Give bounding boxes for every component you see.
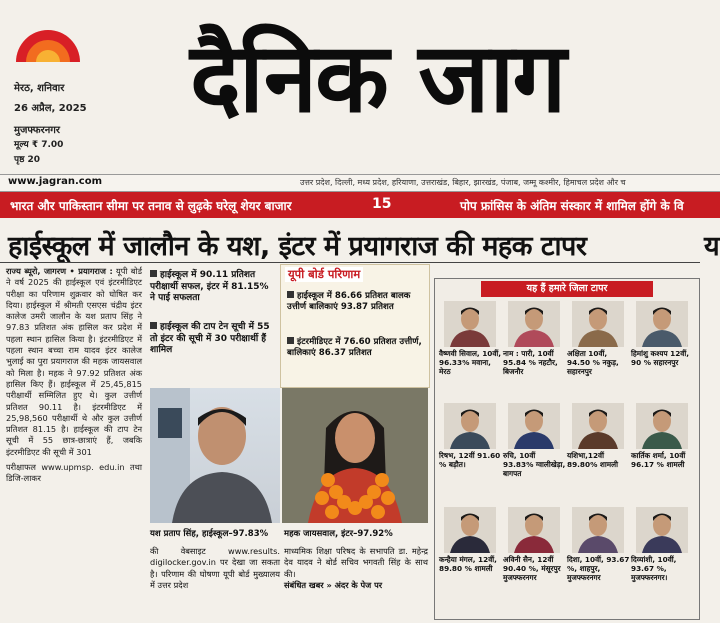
- up-result-item-2-text: इंटरमीडिएट में 76.60 प्रतिशत उत्तीर्ण, बालिकाएं 86.37 प्रतिशत: [287, 337, 422, 358]
- topper-card: [631, 507, 693, 585]
- topper-caption: रुचि, 10वीं 93.83% ग्वालीखेड़ा, बागपत: [503, 451, 566, 478]
- story-dateline: राज्य ब्यूरो, जागरण • प्रयागराज :: [6, 266, 113, 276]
- topper-caption: अविनी सैन, 12वीं 90.40 %, मंसूरपुर मुजफ्फरनगर: [503, 555, 561, 582]
- photo-mahak-jaiswal: [282, 388, 428, 523]
- highlight-1-text: हाईस्कूल में 90.11 प्रतिशत परीक्षार्थी सफल, इंटर में 81.15% ने पाई सफलता: [150, 270, 269, 303]
- topper-portrait-icon: [636, 507, 688, 553]
- story-continuation-1: की वेबसाइट www.results. digilocker.gov.in पर देखा जा सकता है। परिणाम की घोषणा यूपी बोर्ड मुख्यालय में उत्तर प्रदेश: [150, 546, 280, 590]
- topper-portrait-icon: [508, 507, 560, 553]
- topper-card: [503, 301, 565, 379]
- square-bullet-icon: [287, 337, 294, 344]
- highlight-2-text: हाईस्कूल की टाप टेन सूची में 55 तो इंटर की सूची में 30 परीक्षार्थी हैं शामिल: [150, 322, 270, 355]
- portrait-girl-garland-icon: [282, 388, 428, 523]
- topper-photo: [444, 301, 496, 347]
- topper-caption: रिषभ, 12वीं 91.60 % बड़ौत।: [439, 451, 501, 469]
- caption-mahak: महक जायसवाल, इंटर–97.92%: [284, 529, 393, 539]
- story-body-tail: परीक्षाफल www.upmsp. edu.in तथा डिजि-लाकर: [6, 462, 142, 484]
- story-body-column: [6, 266, 142, 485]
- jagran-sun-logo: [12, 28, 84, 68]
- square-bullet-icon: [287, 291, 294, 298]
- masthead-pages: पृष्ठ 20: [14, 155, 41, 165]
- highlight-1: [150, 270, 270, 305]
- topper-photo: [508, 403, 560, 449]
- ticker-headline-1: भारत और पाकिस्तान सीमा पर तनाव से लुढ़के घरेलू शेयर बाजार: [10, 199, 292, 213]
- topper-photo: [636, 301, 688, 347]
- site-url[interactable]: www.jagran.com: [8, 176, 103, 187]
- masthead-edition: मुजफ्फरनगर: [14, 125, 60, 136]
- site-states: उत्तर प्रदेश, दिल्ली, मध्य प्रदेश, हरियाणा, उत्तराखंड, बिहार, झारखंड, पंजाब, जम्मू कश्मीर, हिमाचल प्रदेश और च: [300, 178, 626, 187]
- red-news-ticker: [0, 192, 720, 218]
- topper-portrait-icon: [572, 301, 624, 347]
- story-continuation-2: [284, 546, 428, 591]
- ticker-headline-2: पोप फ्रांसिस के अंतिम संस्कार में शामिल होंगे के वि: [460, 199, 684, 213]
- square-bullet-icon: [150, 322, 157, 329]
- topper-card: [567, 301, 629, 379]
- topper-portrait-icon: [508, 403, 560, 449]
- topper-card: [439, 507, 501, 585]
- topper-card: [439, 403, 501, 481]
- topper-photo: [508, 507, 560, 553]
- masthead-price: मूल्य ₹ 7.00: [14, 140, 64, 150]
- topper-caption: दिव्यांशी, 10वीं, 93.67 %, मुजफ्फरनगर।: [631, 555, 677, 582]
- district-toppers-panel: [434, 278, 700, 620]
- topper-card: [631, 403, 693, 481]
- topper-portrait-icon: [444, 301, 496, 347]
- ticker-page-number: 15: [372, 196, 392, 212]
- site-bar: [0, 174, 720, 192]
- portrait-boy-icon: [150, 388, 280, 523]
- topper-card: [503, 403, 565, 481]
- topper-caption: यशिभा,12वीं 89.80% शामली: [567, 451, 618, 469]
- topper-portrait-icon: [572, 403, 624, 449]
- story-body: यूपी बोर्ड ने वर्ष 2025 की हाईस्कूल एवं इंटरमीडिएट परीक्षा का परिणाम शुक्रवार को घोषित कर दिया। हाईस्कूल में श्रीमती एसएस चंद्रीय इंटर कालेज उमरी जालौन के यश प्रताप सिंह ने 97.83 प्रतिशत अंक हासिल कर प्रदेश में पहला स्थान हासिल किया है। इंटरमीडिएट में पहला स्थान बच्चा राम यादव इंटर कालेज भुलाई का पुरा प्रयागराज की महक जायसवाल को मिला है। महक ने 97.92 प्रतिशत अंक हासिल किए हैं। हाईस्कूल में 25,45,815 परीक्षार्थी सम्मिलित हुए थे। कुल उत्तीर्ण प्रतिशत 90.11 है। इंटरमीडिएट में 25,98,560 परीक्षार्थी थे और कुल उत्तीर्ण प्रतिशत 81.15 है। हाईस्कूल की टाप टेन सूची में 55 छात्र-छात्राएं हैं, जबकि इंटरमीडिएट की सूची में 301: [6, 266, 142, 457]
- topper-portrait-icon: [444, 507, 496, 553]
- headline-divider: [0, 262, 700, 263]
- story-continuation-2-text: माध्यमिक शिक्षा परिषद के सभापति डा. महेन्द्र देव यादव ने बोर्ड सचिव भगवती सिंह के साथ की।: [284, 546, 428, 579]
- up-result-item-1: [287, 291, 425, 313]
- topper-portrait-icon: [572, 507, 624, 553]
- topper-photo: [636, 403, 688, 449]
- masthead-date: 26 अप्रैल, 2025: [14, 103, 87, 114]
- square-bullet-icon: [150, 270, 157, 277]
- toppers-title: यह हैं हमारे जिला टापर: [481, 281, 653, 297]
- up-board-result-box: [280, 264, 430, 388]
- photo-yash-pratap-singh: [150, 388, 280, 523]
- topper-card: [567, 507, 629, 585]
- topper-card: [439, 301, 501, 379]
- masthead-title-clip: [180, 10, 720, 162]
- topper-portrait-icon: [636, 403, 688, 449]
- topper-caption: नाम : पारी, 10वीं 95.84 % नहटौर, बिजनौर: [503, 349, 558, 376]
- caption-yash: यश प्रताप सिंह, हाईस्कूल–97.83%: [150, 529, 269, 539]
- up-board-result-title: यूपी बोर्ड परिणाम: [285, 267, 363, 282]
- masthead-city-day: मेरठ, शनिवार: [14, 83, 65, 94]
- topper-photo: [572, 403, 624, 449]
- topper-card: [567, 403, 629, 481]
- topper-caption: कन्हैया मंगल, 12वीं, 89.80 % शामली: [439, 555, 497, 573]
- up-result-item-2: [287, 337, 425, 359]
- next-headline-fragment: य: [704, 231, 720, 262]
- topper-photo: [444, 403, 496, 449]
- main-headline: हाईस्कूल में जालौन के यश, इंटर में प्रयागराज की महक टापर: [8, 231, 587, 262]
- masthead-title: दैनिक जाग: [190, 22, 565, 134]
- topper-photo: [636, 507, 688, 553]
- topper-card: [631, 301, 693, 379]
- topper-caption: हिमांशु कश्यप 12वीं, 90 % सहारनपुर: [631, 349, 690, 367]
- topper-photo: [508, 301, 560, 347]
- topper-card: [503, 507, 565, 585]
- adjacent-column-fragment: [710, 262, 720, 452]
- topper-photo: [572, 301, 624, 347]
- topper-caption: वैष्णवी सिवाल, 10वीं, 96.33% मवाना, मेरठ: [439, 349, 502, 376]
- highlight-2: [150, 322, 270, 357]
- topper-caption: अक्षिता 10वीं, 94.50 % नकुड़, सहारनपुर: [567, 349, 619, 376]
- topper-portrait-icon: [508, 301, 560, 347]
- topper-caption: दिशा, 10वीं, 93.67 %, शाहपुर, मुजफ्फरनगर: [567, 555, 630, 582]
- topper-caption: कार्तिक शर्मा, 10वीं 96.17 % शामली: [631, 451, 686, 469]
- topper-portrait-icon: [636, 301, 688, 347]
- related-story-link[interactable]: संबंधित खबर » अंदर के पेज पर: [284, 579, 383, 590]
- topper-portrait-icon: [444, 403, 496, 449]
- topper-photo: [572, 507, 624, 553]
- up-result-item-1-text: हाईस्कूल में 86.66 प्रतिशत बालक उत्तीर्ण बालिकाएं 93.87 प्रतिशत: [287, 291, 411, 312]
- topper-photo: [444, 507, 496, 553]
